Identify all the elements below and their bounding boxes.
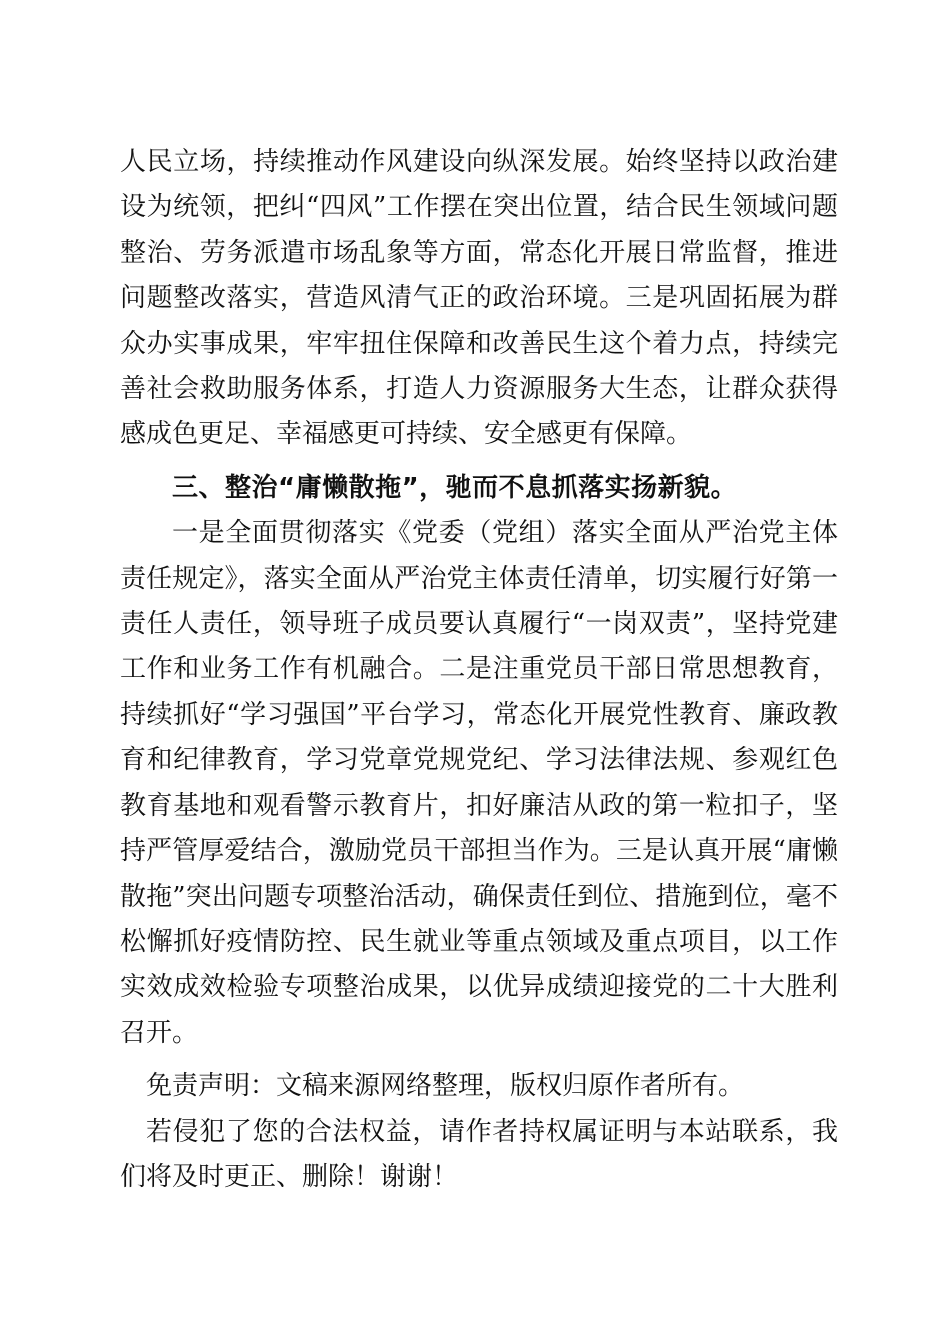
spacer	[120, 1056, 838, 1064]
section-heading: 三、整治“庸懒散拖”，驰而不息抓落实扬新貌。	[172, 472, 738, 503]
continued-paragraph: 人民立场，持续推动作风建设向纵深发展。始终坚持以政治建设为统领，把纠“四风”工作摆在突出位置，结合民生领域问题整治、劳务派遣市场乱象等方面，常态化开展日常监督，推进问题整改落实，营造风清气正的政治环境。三是巩固拓展为群众办实事成果，牢牢扭住保障和改善民生这个着力点，持续完善社会救助服务体系，打造人力资源服务大生态，让群众获得感成色更足、幸福感更可持续、安全感更有保障。	[120, 147, 838, 450]
disclaimer-line-1: 免责声明：文稿来源网络整理，版权归原作者所有。	[146, 1071, 745, 1102]
disclaimer-line-2: 若侵犯了您的合法权益，请作者持权属证明与本站联系，我们将及时更正、删除！谢谢！	[120, 1116, 838, 1192]
document-page	[120, 140, 838, 1200]
spacer	[120, 458, 838, 466]
section-body-paragraph: 一是全面贯彻落实《党委（党组）落实全面从严治党主体责任规定》，落实全面从严治党主体责任清单，切实履行好第一责任人责任，领导班子成员要认真履行“一岗双责”，坚持党建工作和业务工作有机融合。二是注重党员干部日常思想教育，持续抓好“学习强国”平台学习，常态化开展党性教育、廉政教育和纪律教育，学习党章党规党纪、学习法律法规、参观红色教育基地和观看警示教育片，扣好廉洁从政的第一粒扣子，坚持严管厚爱结合，激励党员干部担当作为。三是认真开展“庸懒散拖”突出问题专项整治活动，确保责任到位、措施到位，毫不松懈抓好疫情防控、民生就业等重点领域及重点项目，以工作实效成效检验专项整治成果，以优异成绩迎接党的二十大胜利召开。	[120, 518, 838, 1048]
